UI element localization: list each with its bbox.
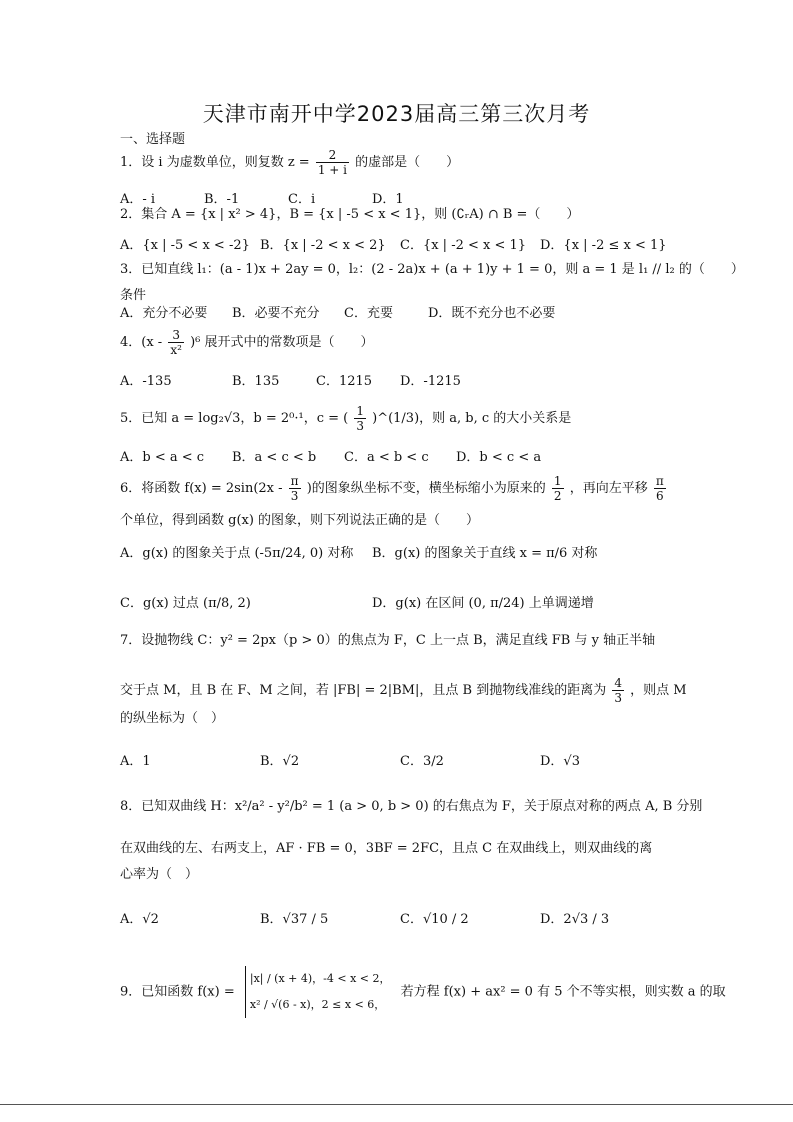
fraction: $\frac{\pi}{3}$ bbox=[290, 474, 299, 503]
piece-1: |x| / (x + 4)，-4 < x < 2， bbox=[249, 972, 391, 985]
option-c[interactable]: C．3/2 bbox=[400, 754, 444, 769]
option-a[interactable]: A．1 bbox=[120, 754, 151, 769]
option-d[interactable]: D．√3 bbox=[540, 754, 580, 769]
option-c[interactable]: C．g(x) 过点 (π/8, 2) bbox=[120, 596, 251, 611]
question-6-continuation: 个单位，得到函数 g(x) 的图象，则下列说法正确的是（ ） bbox=[120, 513, 480, 528]
question-6-options-cd bbox=[120, 592, 680, 610]
question-2-options bbox=[120, 234, 680, 252]
fraction: $\frac{1}{3}$ bbox=[356, 404, 364, 433]
question-9-lead: 9．已知函数 f(x) = bbox=[120, 984, 235, 1000]
question-5-tail: )^(1/3)，则 a, b, c 的大小关系是 bbox=[372, 411, 572, 426]
option-b[interactable]: B．{x | -2 < x < 2} bbox=[260, 238, 386, 253]
option-d[interactable]: D．既不充分也不必要 bbox=[428, 306, 556, 321]
question-6-mid: )的图象纵坐标不变，横坐标缩小为原来的 bbox=[306, 481, 546, 496]
option-a[interactable]: A．g(x) 的图象关于点 (-5π/24, 0) 对称 bbox=[120, 546, 354, 561]
option-b[interactable]: B．-1 bbox=[204, 192, 240, 207]
fraction: $\frac{2}{1 + i}$ bbox=[317, 148, 347, 177]
fraction: $\frac{\pi}{6}$ bbox=[655, 474, 664, 503]
option-c[interactable]: C．i bbox=[288, 192, 316, 207]
page-title: 天津市南开中学2023届高三第三次月考 bbox=[202, 102, 591, 126]
option-a[interactable]: A．- i bbox=[120, 192, 156, 207]
question-4-options bbox=[120, 370, 680, 388]
option-a[interactable]: A．b < a < c bbox=[120, 450, 205, 465]
question-8-line-1: 8．已知双曲线 H：x²/a² - y²/b² = 1 (a > 0, b > 0) 的右焦点为 F，关于原点对称的两点 A, B 分别 bbox=[120, 799, 703, 814]
fraction: $\frac{1}{2}$ bbox=[553, 474, 562, 503]
question-7-line-2: 交于点 M，且 B 在 F、M 之间，若 |FB| = 2|BM|，且点 B 到抛物线准线的距离为 $\frac{4}{3}$ ，则点 M bbox=[120, 676, 687, 705]
question-2 bbox=[120, 206, 675, 224]
question-5-text: 5．已知 a = log₂√3，b = 2⁰·¹，c = ( bbox=[120, 411, 349, 426]
question-8-line-3: 心率为（ ） bbox=[120, 867, 199, 882]
fraction: $\frac{4}{3}$ bbox=[614, 676, 622, 705]
question-6 bbox=[120, 474, 675, 503]
piecewise-definition bbox=[245, 966, 391, 1018]
question-3-text: 3．已知直线 l₁：(a - 1)x + 2ay = 0，l₂：(2 - 2a)x + (a + 1)y + 1 = 0，则 a = 1 是 l₁ // l₂ 的（ ） bbox=[120, 262, 744, 277]
question-9-tail: 若方程 f(x) + ax² = 0 有 5 个不等实根，则实数 a 的取 bbox=[400, 984, 726, 1000]
question-9 bbox=[120, 966, 726, 1018]
option-b[interactable]: B．135 bbox=[232, 374, 280, 389]
section-heading: 一、选择题 bbox=[120, 132, 186, 147]
option-b[interactable]: B．必要不充分 bbox=[232, 306, 320, 321]
piece-2: x² / √(6 - x)，2 ≤ x < 6， bbox=[249, 998, 386, 1011]
question-2-text: 2．集合 A = {x | x² > 4}，B = {x | -5 < x < 1}，则 (∁ᵣA) ∩ B =（ ） bbox=[120, 207, 580, 222]
question-1-tail: 的虚部是（ ） bbox=[355, 155, 460, 170]
option-c[interactable]: C．a < b < c bbox=[344, 450, 429, 465]
question-4 bbox=[120, 328, 675, 357]
question-6-options-ab bbox=[120, 542, 680, 560]
question-7-line-1: 7．设抛物线 C：y² = 2px（p > 0）的焦点为 F，C 上一点 B，满足直线 FB 与 y 轴正半轴 bbox=[120, 633, 656, 648]
option-b[interactable]: B．√2 bbox=[260, 754, 300, 769]
question-6-lead: 6．将函数 f(x) = 2sin(2x - bbox=[120, 481, 283, 496]
option-d[interactable]: D．{x | -2 ≤ x < 1} bbox=[540, 238, 667, 253]
question-3-continuation: 条件 bbox=[120, 288, 147, 303]
question-7-options bbox=[120, 750, 680, 768]
option-b[interactable]: B．√37 / 5 bbox=[260, 912, 329, 927]
question-5-options bbox=[120, 446, 680, 464]
option-a[interactable]: A．√2 bbox=[120, 912, 159, 927]
question-8-line-2: 在双曲线的左、右两支上，AF · FB = 0，3BF = 2FC，且点 C 在双曲线上，则双曲线的离 bbox=[120, 841, 653, 856]
option-c[interactable]: C．1215 bbox=[316, 374, 373, 389]
option-d[interactable]: D．-1215 bbox=[400, 374, 461, 389]
question-7-line-3: 的纵坐标为（ ） bbox=[120, 711, 225, 726]
option-a[interactable]: A．充分不必要 bbox=[120, 306, 208, 321]
question-4-lead: 4．(x - bbox=[120, 335, 163, 350]
option-b[interactable]: B．g(x) 的图象关于直线 x = π/6 对称 bbox=[372, 546, 598, 561]
option-a[interactable]: A．-135 bbox=[120, 374, 172, 389]
option-d[interactable]: D．1 bbox=[372, 192, 404, 207]
option-a[interactable]: A．{x | -5 < x < -2} bbox=[120, 238, 250, 253]
option-d[interactable]: D．2√3 / 3 bbox=[540, 912, 610, 927]
option-c[interactable]: C．{x | -2 < x < 1} bbox=[400, 238, 527, 253]
question-6-mid2: ，再向左平移 bbox=[569, 481, 648, 496]
option-c[interactable]: C．充要 bbox=[344, 306, 393, 321]
option-d[interactable]: D．b < c < a bbox=[456, 450, 542, 465]
question-1-text: 1．设 i 为虚数单位，则复数 z = bbox=[120, 155, 310, 170]
question-5 bbox=[120, 404, 675, 433]
page-divider bbox=[0, 1104, 793, 1105]
question-8-options bbox=[120, 908, 680, 926]
question-1 bbox=[120, 148, 675, 177]
question-3-options bbox=[120, 302, 680, 320]
fraction: $\frac{3}{\text{x²}}$ bbox=[170, 328, 182, 357]
question-3 bbox=[120, 261, 744, 279]
question-4-tail: )⁶ 展开式中的常数项是（ ） bbox=[190, 335, 374, 350]
question-1-options bbox=[120, 188, 680, 206]
option-c[interactable]: C．√10 / 2 bbox=[400, 912, 469, 927]
option-b[interactable]: B．a < c < b bbox=[232, 450, 317, 465]
option-d[interactable]: D．g(x) 在区间 (0, π/24) 上单调递增 bbox=[372, 596, 594, 611]
